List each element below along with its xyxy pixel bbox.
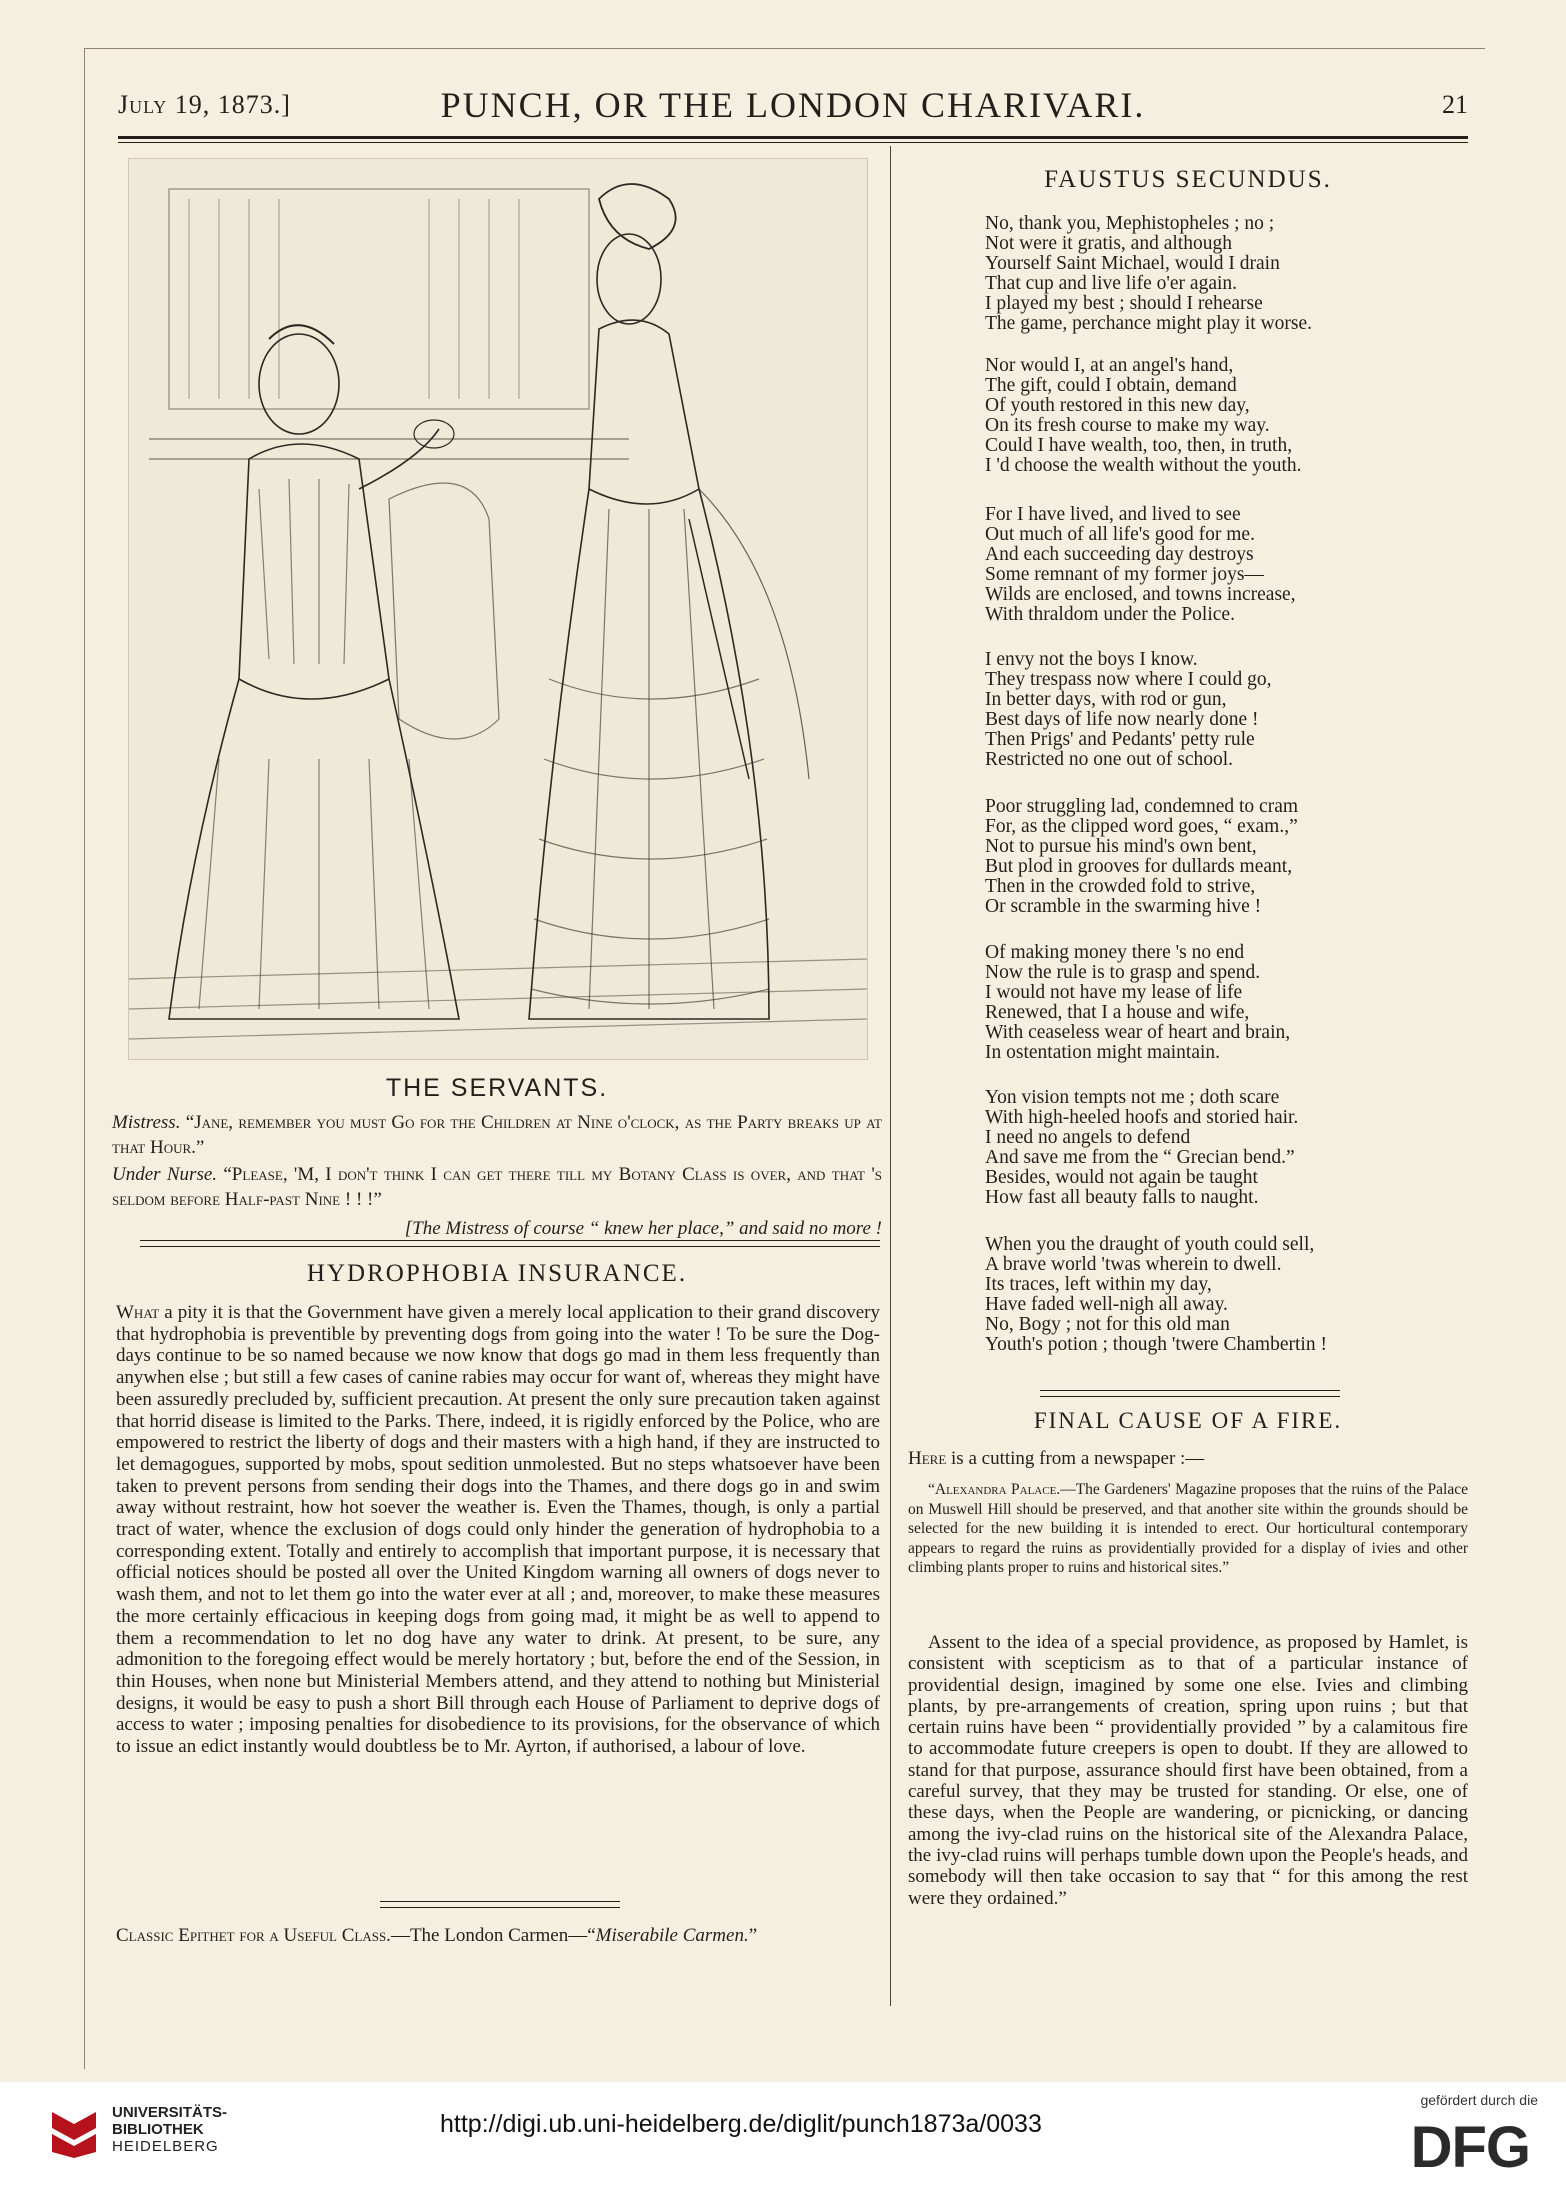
short-divider [1040,1390,1340,1397]
poem-line: Then in the crowded fold to strive, [985,876,1256,897]
poem-line: Restricted no one out of school. [985,749,1234,770]
poem-stanza [985,214,1465,334]
issue-date: July 19, 1873.] [118,90,291,119]
poem-stanza [985,650,1465,770]
library-name [112,2104,227,2155]
poem-line: Of youth restored in this new day, [985,395,1250,416]
header-rule-thin [118,142,1468,143]
short-divider [380,1901,620,1908]
article-text: a pity it is that the Government have given a merely local application to their grand discovery that hydrophobia is preventible by preventing dogs from going into the water ! To be sure the Dog-days continue to be so named because we now know that dogs go mad in them less frequently than anywhen else ; but still a few cases of canine rabies may occur for want of, whereas they might have been assuredly precluded by, sufficient precaution. At present the only sure precaution taken against that horrid disease is limited to the Parks. There, indeed, it is rigidly enforced by the Police, who are empowered to restrict the liberty of dogs and their masters with a high hand, if they are instructed to let demagogues, supported by mobs, spout sedition unmolested. But no steps whatsoever have been taken to prevent persons from sending their dogs into the Thames, and there dogs go in and swim away without restraint, how hot soever the weather is. Even the Thames, though, is only a partial tract of water, whence the exclusion of dogs could only hinder the generation of hydrophobia to a corresponding extent. Totally and entirely to accomplish that important purpose, it is necessary that official notices should be posted all over the United Kingdom warning all owners of dogs never to wash them, and not to let them go into the water ever at all ; and, moreover, to make these measures the more certainly efficacious in keeping dogs from going mad, it might be as well to append to them a recommendation to let no dog have any water to drink. At present, to be sure, any admonition to the foregoing effect would be merely hortatory ; but, before the end of the Session, in thin Houses, when none but Ministerial Members attend, and they attend to nothing but Ministerial designs, it would be easy to push a short Bill through each House of Parliament to deprive dogs of access to water ; imposing penalties for disobedience to its provisions, for the observance of which to issue an edict instantly would doubtless be to Mr. Ayrton, if authorised, a labour of love. [116,1302,881,1758]
poem-line: Besides, would not again be taught [985,1167,1258,1188]
poem-line: Of making money there 's no end [985,942,1245,963]
poem-line: Could I have wealth, too, then, in truth, [985,435,1293,456]
poem-line: In ostentation might maintain. [985,1042,1221,1063]
publication-title: PUNCH, OR THE LONDON CHARIVARI. [440,85,1146,125]
caption-speaker: Mistress. [112,1112,181,1133]
funding-note: gefördert durch die [1420,2092,1538,2108]
poem-line: Yourself Saint Michael, would I drain [985,253,1280,274]
classic-epithet [116,1924,880,1948]
poem-line: Not were it gratis, and although [985,233,1232,254]
poem-line: Then Prigs' and Pedants' petty rule [985,729,1255,750]
poem-line: Renewed, that I a house and wife, [985,1002,1250,1023]
column-divider [890,146,891,2006]
poem-line: Now the rule is to grasp and spend. [985,962,1261,983]
caption-text: “Please, 'M, I don't think I can get there till my Botany Class is over, and that 's seldom before Half-past Nine ! ! !” [112,1164,882,1210]
library-line-3: HEIDELBERG [112,2138,219,2155]
poem-line: Not to pursue his mind's own bent, [985,836,1257,857]
caption-mistress [112,1110,882,1160]
cutting-lead: “Alexandra Palace. [928,1481,1061,1498]
article-title-hydrophobia: HYDROPHOBIA INSURANCE. [306,1260,688,1287]
poem-stanza [985,1235,1465,1355]
poem-line: Out much of all life's good for me. [985,524,1255,545]
poem-line: But plod in grooves for dullards meant, [985,856,1293,877]
poem-line: For, as the clipped word goes, “ exam.,” [985,816,1298,837]
poem-line: I need no angels to defend [985,1127,1191,1148]
poem-line: Poor struggling lad, condemned to cram [985,796,1299,817]
cutting-text: —The Gardeners' Magazine proposes that the ruins of the Palace on Muswell Hill should be preserved, and that another site within the grounds should be selected for the new building it is intended to erect. Our horticultural contemporary appears to regard the ruins as providentially provided for a display of ivies and other climbing plants proper to ruins and historical sites.” [908,1481,1468,1576]
poem-line: The gift, could I obtain, demand [985,375,1237,396]
poem-line: A brave world 'twas wherein to dwell. [985,1254,1282,1275]
poem-line: In better days, with rod or gun, [985,689,1227,710]
poem-line: And each succeeding day destroys [985,544,1254,565]
header-rule [118,136,1468,139]
poem-line: I played my best ; should I rehearse [985,293,1263,314]
poem-line: For I have lived, and lived to see [985,504,1241,525]
poem-line: No, thank you, Mephistopheles ; no ; [985,213,1275,234]
poem-line: They trespass now where I could go, [985,669,1272,690]
poem-line: How fast all beauty falls to naught. [985,1187,1259,1208]
poem-line: Some remnant of my former joys— [985,564,1264,585]
poem-line: Yon vision tempts not me ; doth scare [985,1087,1280,1108]
article-title-final-cause: FINAL CAUSE OF A FIRE. [1033,1408,1343,1433]
dfg-logo: DFG [1410,2115,1530,2180]
newspaper-cutting [908,1480,1468,1578]
cartoon-illustration [128,158,868,1060]
poem-line: Have faded well-nigh all away. [985,1294,1228,1315]
poem-line: When you the draught of youth could sell, [985,1234,1315,1255]
classic-italic: Miserabile Carmen. [595,1925,749,1946]
poem-line: Youth's potion ; though 'twere Chambertin ! [985,1334,1327,1355]
intro-text: is a cutting from a newspaper :— [951,1448,1205,1469]
caption-text: “Jane, remember you must Go for the Children at Nine o'clock, as the Party breaks up at that Hour.” [112,1112,883,1158]
poem-line: Wilds are enclosed, and towns increase, [985,584,1296,605]
caption-speaker: Under Nurse. [112,1164,218,1185]
poem-line: No, Bogy ; not for this old man [985,1314,1230,1335]
poem-stanza [985,1088,1465,1208]
poem-stanza [985,797,1465,917]
page-header [118,84,1468,134]
classic-lead: Classic Epithet for a Useful Class. [116,1925,391,1946]
section-divider [140,1240,880,1247]
poem-line: I would not have my lease of life [985,982,1243,1003]
poem-line: Best days of life now nearly done ! [985,709,1259,730]
source-url-link[interactable]: http://digi.ub.uni-heidelberg.de/diglit/punch1873a/0033 [440,2110,1042,2138]
engraving-drawing [129,159,867,1059]
poem-line: With ceaseless wear of heart and brain, [985,1022,1291,1043]
caption-note: [The Mistress of course “ knew her place,” and said no more ! [404,1218,882,1239]
final-cause-intro [908,1448,1468,1470]
poem-line: Nor would I, at an angel's hand, [985,355,1234,376]
poem-title: FAUSTUS SECUNDUS. [1044,166,1332,193]
article-body-hydrophobia [116,1302,880,1758]
dropcap-word: What [116,1302,160,1323]
poem-line: I 'd choose the wealth without the youth. [985,455,1302,476]
poem-stanza [985,505,1465,625]
digitization-footer [0,2082,1566,2196]
poem-stanza [985,356,1465,476]
poem-line: On its fresh course to make my way. [985,415,1270,436]
poem-line: And save me from the “ Grecian bend.” [985,1147,1295,1168]
page-number: 21 [1442,90,1468,119]
poem-line: Its traces, left within my day, [985,1274,1212,1295]
classic-text: —The London Carmen—“ [390,1925,596,1946]
library-logo-icon [48,2108,100,2160]
dropcap-word: Here [908,1448,947,1469]
final-cause-body: Assent to the idea of a special providence, as proposed by Hamlet, is consistent with scepticism as to that of a particular instance of providential design, imagined by some one else. Ivies and climbing plants, by pre-arrangements of creation, spring upon ruins ; but that certain ruins have been “ providentially provided ” by a calamitous fire to accommodate future creepers is open to doubt. If they are allowed to stand for that purpose, assurance should first have been obtained, from a careful survey, that they may be trusted for standing. Or else, one of these days, when the People are wandering, or picnicking, or dancing among the ivy-clad ruins on the historical site of the Alexandra Palace, the ivy-clad ruins will perhaps tumble down upon the People's heads, and somebody will then take occasion to say that “ for this among the rest were they ordained.” [908,1632,1468,1909]
poem-line: That cup and live life o'er again. [985,273,1238,294]
library-line-1: UNIVERSITÄTS- [112,2104,228,2121]
poem-line: The game, perchance might play it worse. [985,313,1313,334]
poem-line: With high-heeled hoofs and storied hair. [985,1107,1299,1128]
poem-stanza [985,943,1465,1063]
poem-line: I envy not the boys I know. [985,649,1198,670]
cartoon-title: THE SERVANTS. [385,1074,609,1102]
caption-under-nurse [112,1162,882,1212]
library-line-2: BIBLIOTHEK [112,2121,204,2138]
poem-line: Or scramble in the swarming hive ! [985,896,1262,917]
classic-end: ” [748,1925,758,1946]
poem-line: With thraldom under the Police. [985,604,1235,625]
